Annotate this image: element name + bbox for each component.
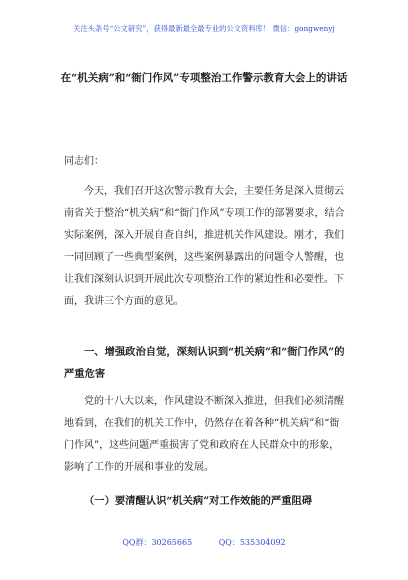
footer-qq-group: QQ群：30265665 bbox=[122, 538, 193, 547]
subsection-heading-1: （一）要清醒认识“机关病”对工作效能的严重阻碍 bbox=[84, 495, 313, 507]
greeting: 同志们： bbox=[64, 156, 104, 167]
paragraph-intro bbox=[64, 181, 346, 313]
document-title: 在“机关病”和“衙门作风”专项整治工作警示教育大会上的讲话 bbox=[60, 72, 348, 84]
footer-contact bbox=[0, 537, 408, 548]
header-promo-note: 关注头条号“公文研究”，获得最新最全最专业的公文资料库！ 微信：gongwenyj bbox=[73, 24, 335, 33]
paragraph-section-1 bbox=[64, 391, 346, 479]
footer-qq: QQ：535304092 bbox=[218, 538, 286, 547]
paragraph-text: 党的十八大以来，作风建设不断深入推进，但我们必须清醒地看到，在我们的机关工作中，仍然存在着各种“机关病”和“衙门作风”，这些问题严重损害了党和政府在人民群众中的形象，影响了工作的开展和事业的发展。 bbox=[64, 396, 344, 473]
paragraph-text: 今天，我们召开这次警示教育大会，主要任务是深入贯彻云南省关于整治“机关病”和“衙门作风”专项工作的部署要求，结合实际案例，深入开展自查自纠，推进机关作风建设。刚才，我们一同回顾了一些典型案例，这些案例暴露出的问题令人警醒，也让我们深刻认识到开展此次专项整治工作的紧迫性和必要性。下面，我讲三个方面的意见。 bbox=[64, 186, 345, 307]
section-heading-1: 一、增强政治自觉，深刻认识到“机关病”和“衙门作风”的严重危害 bbox=[64, 346, 345, 380]
